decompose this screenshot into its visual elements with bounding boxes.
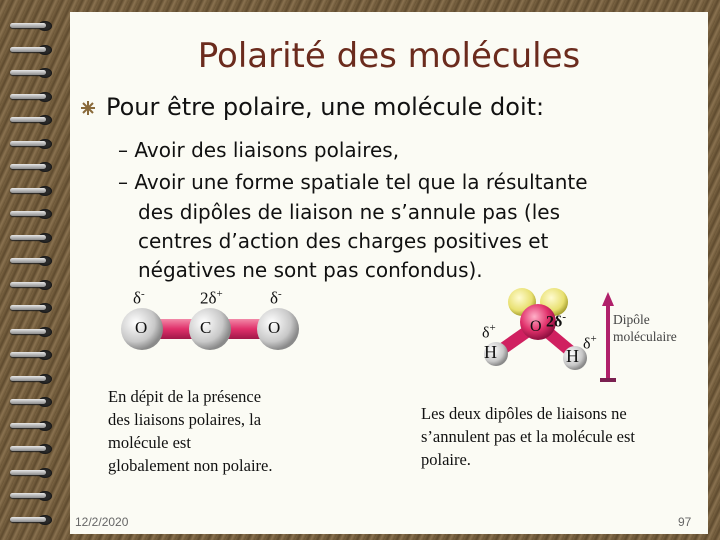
binding-ring (6, 371, 62, 387)
binding-ring (6, 465, 62, 481)
sub-bullet-2-line-4: négatives ne sont pas confondus). (138, 258, 483, 282)
dipole-label-line: Dipôle (613, 312, 650, 327)
binding-ring (6, 42, 62, 58)
h2o-caption-line: s’annulent pas et la molécule est (421, 427, 635, 446)
spiral-binding (6, 0, 62, 540)
sub-bullet-2 (118, 170, 588, 194)
dipole-label (613, 311, 677, 345)
binding-ring (6, 277, 62, 293)
sub-bullet-dash: – (118, 170, 128, 194)
binding-ring (6, 230, 62, 246)
binding-ring (6, 300, 62, 316)
co2-charge-center: 2δ+ (200, 288, 223, 308)
binding-ring (6, 183, 62, 199)
binding-ring (6, 418, 62, 434)
sub-bullet-1 (118, 138, 399, 162)
h2o-charge-h-left: δ+ (482, 322, 496, 342)
co2-charge-right: δ- (270, 288, 282, 308)
binding-ring (6, 136, 62, 152)
h2o-atom-h-right-label: H (566, 346, 579, 366)
h2o-charge-h-right: δ+ (583, 333, 597, 353)
co2-caption-line: molécule est (108, 433, 191, 452)
sub-bullet-text: Avoir une forme spatiale tel que la résultante (134, 170, 588, 194)
binding-ring (6, 347, 62, 363)
binding-ring (6, 65, 62, 81)
h2o-atom-h-left-label: H (484, 342, 497, 362)
slide-title: Polarité des molécules (197, 36, 581, 76)
sub-bullet-text: Avoir des liaisons polaires, (134, 138, 400, 162)
main-bullet-text: Pour être polaire, une molécule doit: (106, 93, 545, 121)
h2o-caption (421, 402, 635, 471)
binding-ring (6, 441, 62, 457)
h2o-caption-line: polaire. (421, 450, 471, 469)
h2o-caption-line: Les deux dipôles de liaisons ne (421, 404, 627, 423)
dipole-label-line: moléculaire (613, 329, 677, 344)
co2-caption-line: des liaisons polaires, la (108, 410, 262, 429)
binding-ring (6, 159, 62, 175)
binding-ring (6, 206, 62, 222)
binding-ring (6, 112, 62, 128)
co2-atom-right-label: O (268, 318, 281, 337)
co2-charge-left: δ- (133, 288, 145, 308)
binding-ring (6, 89, 62, 105)
sub-bullet-2-line-3: centres d’action des charges positives et (138, 229, 549, 253)
co2-caption-line: En dépit de la présence (108, 387, 262, 406)
binding-ring (6, 488, 62, 504)
h2o-atom-o-label: O (530, 318, 542, 335)
co2-atom-center-label: C (200, 318, 212, 337)
footer-date: 12/2/2020 (75, 515, 129, 529)
footer-page-number: 97 (678, 515, 692, 529)
binding-ring (6, 324, 62, 340)
co2-atom-left-label: O (135, 318, 148, 337)
co2-caption (108, 385, 273, 477)
co2-caption-line: globalement non polaire. (108, 456, 273, 475)
sub-bullet-2-line-2: des dipôles de liaison ne s’annule pas (les (138, 200, 561, 224)
h2o-charge-o: 2δ- (546, 311, 566, 331)
binding-ring (6, 18, 62, 34)
sub-bullet-dash: – (118, 138, 128, 162)
binding-ring (6, 253, 62, 269)
star-bullet-icon (80, 100, 96, 116)
binding-ring (6, 394, 62, 410)
binding-ring (6, 512, 62, 528)
